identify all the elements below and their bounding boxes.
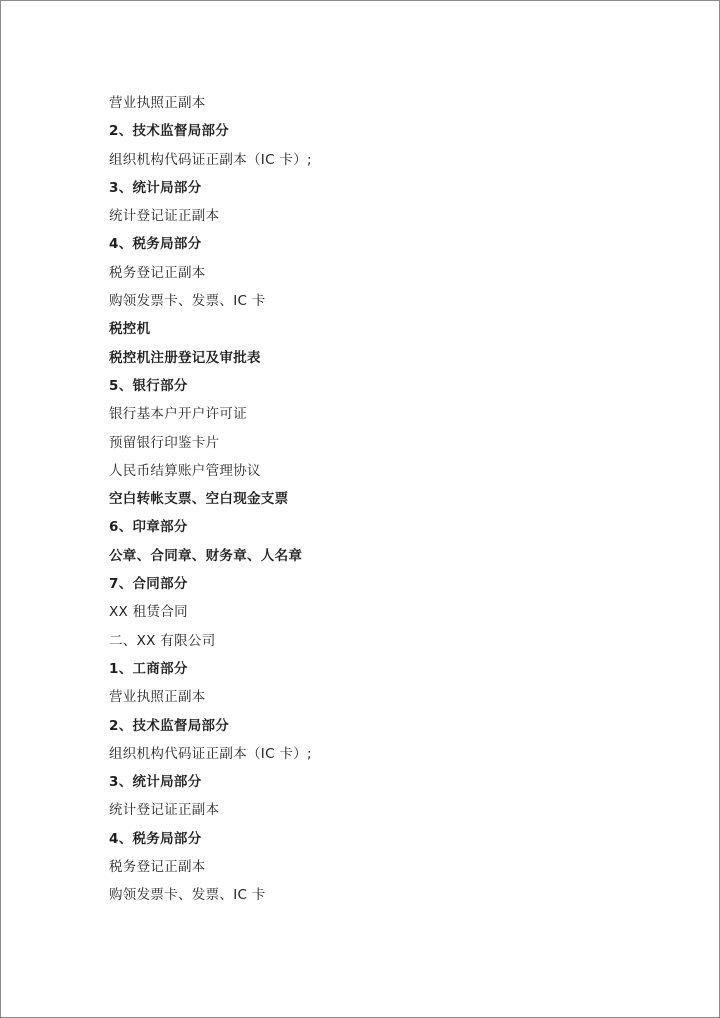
item-tax-registration: 税务登记正副本	[109, 264, 206, 281]
item-tax-control-machine: 税控机	[109, 321, 151, 338]
heading-tech-supervision-2: 2、技术监督局部分	[109, 717, 230, 734]
heading-tech-supervision: 2、技术监督局部分	[109, 123, 230, 140]
item-business-license: 营业执照正副本	[109, 95, 206, 111]
item-org-code-certificate-2: 组织机构代码证正副本（IC 卡）;	[109, 745, 312, 762]
section-heading-company: 二、XX 有限公司	[109, 632, 216, 649]
item-tax-registration-2: 税务登记正副本	[109, 859, 206, 876]
heading-bank: 5、银行部分	[109, 377, 188, 394]
item-statistics-registration: 统计登记证正副本	[109, 208, 220, 225]
item-org-code-certificate: 组织机构代码证正副本（IC 卡）;	[109, 151, 312, 168]
item-invoice-card-2: 购领发票卡、发票、IC 卡	[109, 887, 266, 904]
heading-statistics-bureau: 3、统计局部分	[109, 179, 202, 196]
heading-tax-bureau: 4、税务局部分	[109, 236, 202, 253]
item-bank-seal-card: 预留银行印鉴卡片	[109, 434, 220, 451]
heading-contracts: 7、合同部分	[109, 576, 188, 593]
item-seal-list: 公章、合同章、财务章、人名章	[109, 547, 303, 564]
item-blank-checks: 空白转帐支票、空白现金支票	[109, 491, 289, 508]
item-bank-account-permit: 银行基本户开户许可证	[109, 406, 247, 423]
item-lease-contract: XX 租赁合同	[109, 604, 188, 621]
item-business-license-2: 营业执照正副本	[109, 689, 206, 706]
item-rmb-settlement-agreement: 人民币结算账户管理协议	[109, 462, 261, 479]
heading-seals: 6、印章部分	[109, 519, 188, 536]
heading-statistics-bureau-2: 3、统计局部分	[109, 774, 202, 791]
item-invoice-card: 购领发票卡、发票、IC 卡	[109, 293, 266, 310]
item-tax-machine-registration: 税控机注册登记及审批表	[109, 349, 261, 366]
heading-tax-bureau-2: 4、税务局部分	[109, 830, 202, 847]
item-statistics-registration-2: 统计登记证正副本	[109, 802, 220, 819]
heading-industry-commerce: 1、工商部分	[109, 660, 188, 677]
document-body	[109, 91, 669, 912]
